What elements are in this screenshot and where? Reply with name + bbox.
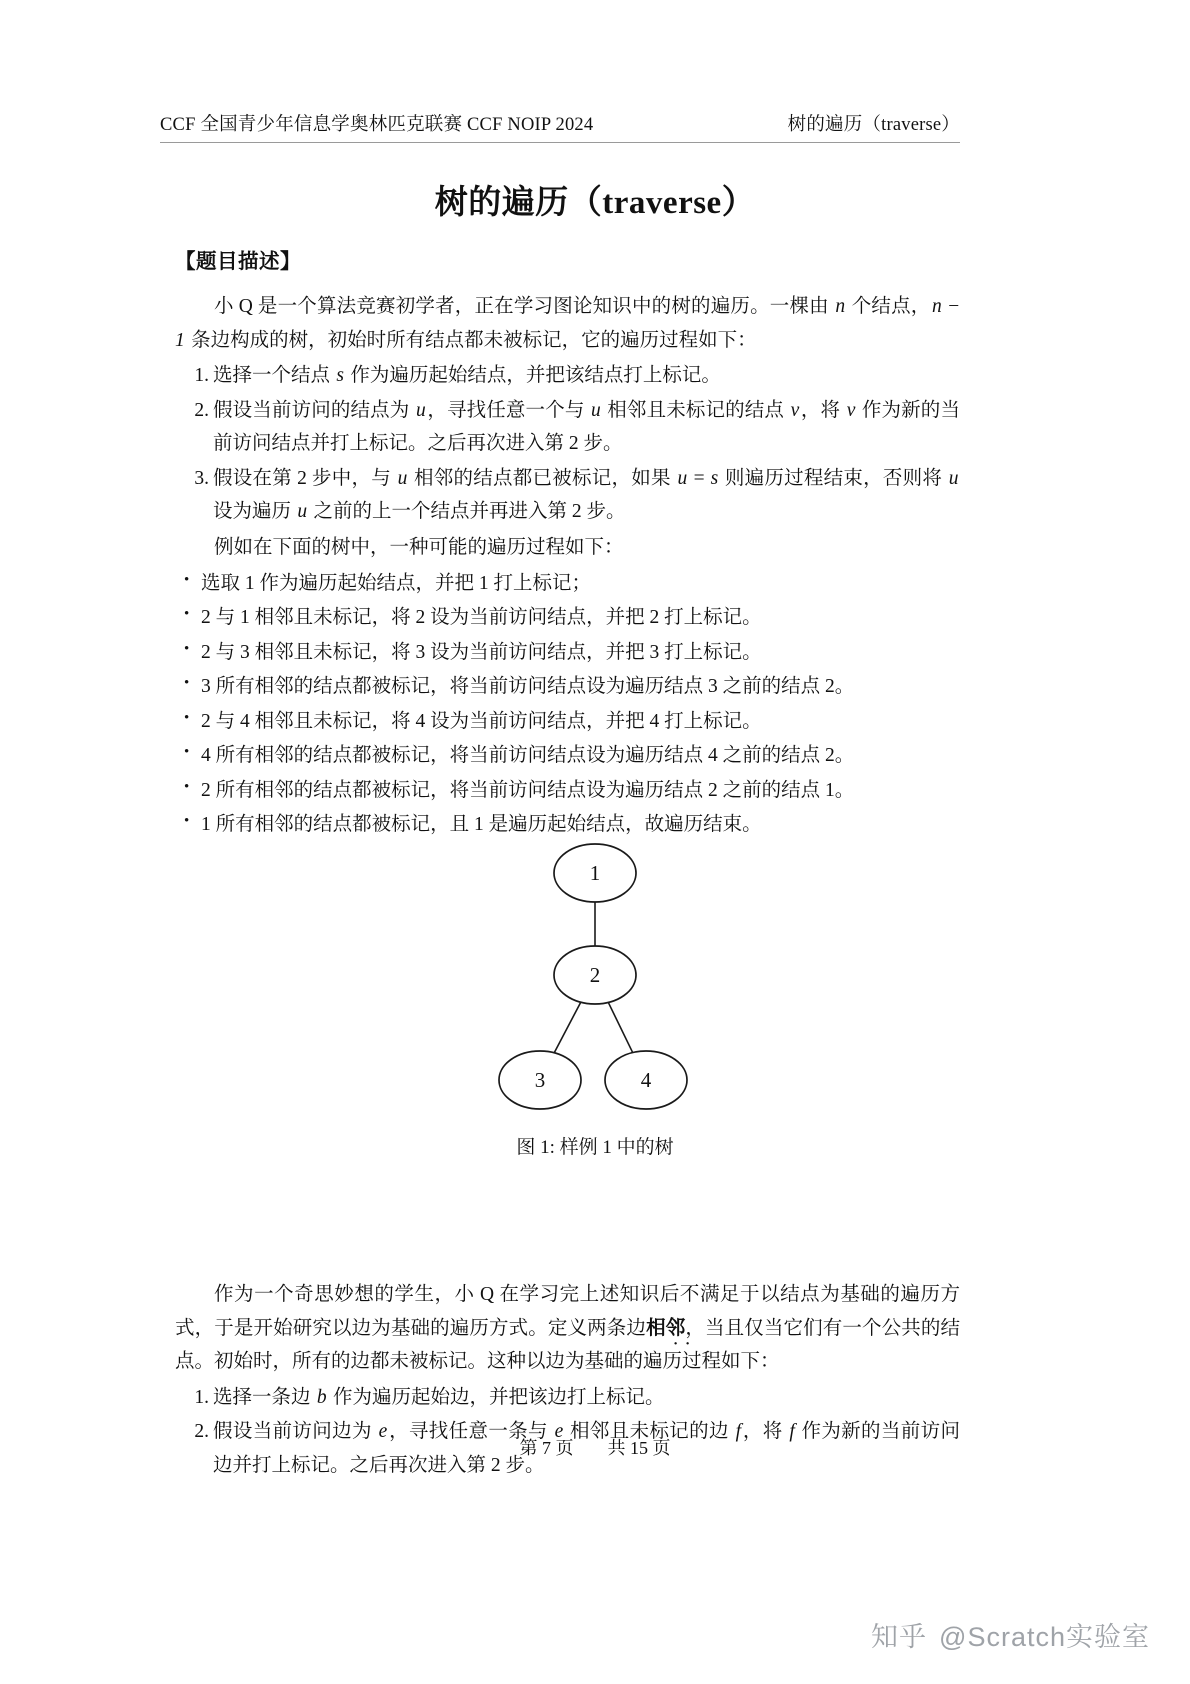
list-item [175, 636, 960, 670]
var-e: e [554, 1421, 564, 1443]
tree-node [554, 844, 636, 902]
var-u: u [591, 399, 601, 421]
tree-node-label: 1 [589, 861, 601, 885]
bullet-dot-icon: • [184, 744, 190, 761]
step-text: 假设当前访问的结点为 [213, 399, 415, 421]
edge-intro-paragraph [175, 1278, 960, 1379]
step-text: 相邻且未标记的边 [564, 1421, 735, 1443]
list-item [175, 601, 960, 635]
bullet-dot-icon: • [184, 675, 190, 692]
content-upper [175, 245, 960, 844]
watermark-site: 知乎 [871, 1622, 928, 1652]
running-header [160, 110, 960, 136]
step-text: 则遍历过程结束，否则将 [719, 467, 948, 489]
intro-text-c: 条边构成的树，初始时所有结点都未被标记，它的遍历过程如下： [186, 329, 757, 351]
edge-traversal-steps [175, 1381, 960, 1483]
step-text: 假设当前访问边为 [213, 1421, 378, 1443]
example-traversal-bullets [175, 567, 960, 842]
tree-node [554, 946, 636, 1004]
step-text: 假设在第 2 步中，与 [213, 467, 397, 489]
bullet-text: 2 所有相邻的结点都被标记，将当前访问结点设为遍历结点 2 之前的结点 1。 [201, 779, 855, 801]
emphasized-term-adjacent: 相邻 ·· [646, 1318, 685, 1339]
step-text: ，寻找任意一条与 [388, 1421, 554, 1443]
var-u: u [297, 501, 308, 523]
bullet-dot-icon: • [184, 778, 190, 795]
intro-text-b: 个结点， [846, 296, 931, 318]
bullet-text: 2 与 1 相邻且未标记，将 2 设为当前访问结点，并把 2 打上标记。 [201, 607, 762, 629]
tree-node-label: 4 [640, 1068, 652, 1092]
edge-intro-text-b: ，当且仅当它们有一个公共的结点。初始时，所有的边都未被标记。这种以边为基础的遍历过程如下： [175, 1317, 960, 1373]
var-u: u [397, 467, 408, 489]
bullet-dot-icon: • [184, 813, 190, 830]
intro-paragraph [175, 290, 960, 357]
var-e: e [378, 1421, 388, 1443]
page-title: 树的遍历（traverse） [434, 185, 756, 221]
intro-text-a: 小 Q 是一个算法竞赛初学者，正在学习图论知识中的树的遍历。一棵由 [214, 296, 834, 318]
step-text: 作为遍历起始边，并把该边打上标记。 [328, 1386, 665, 1408]
var-n-minus-1: n − 1 [175, 296, 960, 351]
bullet-dot-icon: • [184, 606, 190, 623]
bullet-dot-icon: • [184, 709, 190, 726]
var-u: u [948, 467, 959, 489]
step-text: ，将 [742, 1421, 788, 1443]
tree-edge [554, 1002, 581, 1053]
bullet-text: 3 所有相邻的结点都被标记，将当前访问结点设为遍历结点 3 之前的结点 2。 [201, 676, 855, 698]
step-text: ，将 [800, 399, 846, 421]
list-item [175, 462, 960, 529]
example-lead-paragraph: 例如在下面的树中，一种可能的遍历过程如下： [214, 536, 624, 558]
bullet-text: 1 所有相邻的结点都被标记，且 1 是遍历起始结点，故遍历结束。 [201, 814, 762, 836]
var-v: v [846, 399, 856, 421]
list-item [175, 567, 960, 601]
step-text: 设为遍历 [213, 501, 296, 523]
step-text: 作为遍历起始结点，并把该结点打上标记。 [345, 365, 721, 387]
var-s: s [336, 365, 344, 387]
step-text: 相邻且未标记的结点 [602, 399, 790, 421]
step-text: 作为新的当前访问边并打上标记。之后再次进入第 2 步。 [213, 1421, 960, 1476]
step-text: ，寻找任意一个与 [427, 399, 590, 421]
list-item [175, 670, 960, 704]
step-text: 作为新的当前访问结点并打上标记。之后再次进入第 2 步。 [213, 399, 960, 455]
list-marker: 1. [194, 1386, 209, 1408]
step-text: 之前的上一个结点并再进入第 2 步。 [308, 501, 626, 523]
header-rule [160, 142, 960, 143]
bullet-dot-icon: • [184, 571, 190, 588]
step-text: 相邻的结点都已被标记，如果 [408, 467, 676, 489]
list-marker: 2. [194, 1421, 209, 1443]
edge-intro-text-a: 作为一个奇思妙想的学生，小 Q 在学习完上述知识后不满足于以结点为基础的遍历方式，于是开始研究以边为基础的遍历方式。定义两条边 [175, 1284, 960, 1339]
footer-current-page: 第 7 页 [519, 1438, 574, 1458]
step-text: 选择一条边 [213, 1386, 316, 1408]
bullet-dot-icon: • [184, 640, 190, 657]
list-item [175, 705, 960, 739]
var-u-equals-s: u = s [677, 467, 719, 489]
list-marker: 2. [194, 399, 209, 421]
watermark [871, 1615, 1150, 1654]
var-b: b [316, 1386, 327, 1408]
step-text: 选择一个结点 [213, 365, 335, 387]
tree-node [499, 1051, 581, 1109]
list-marker: 1. [194, 365, 209, 387]
var-f: f [789, 1421, 795, 1443]
var-u: u [415, 399, 426, 421]
footer-total-pages: 共 15 页 [607, 1438, 671, 1458]
section-heading-problem-description: 【题目描述】 [175, 251, 301, 273]
list-item [175, 739, 960, 773]
var-v: v [790, 399, 800, 421]
list-item [175, 394, 960, 461]
bullet-text: 2 与 4 相邻且未标记，将 4 设为当前访问结点，并把 4 打上标记。 [201, 710, 762, 732]
tree-node-label: 3 [534, 1068, 546, 1092]
node-traversal-steps [175, 359, 960, 529]
page-footer [0, 1434, 1190, 1460]
var-f: f [735, 1421, 742, 1443]
figure-sample-tree [0, 836, 1190, 1159]
bullet-text: 2 与 3 相邻且未标记，将 3 设为当前访问结点，并把 3 打上标记。 [201, 641, 762, 663]
list-item [175, 359, 960, 393]
tree-node [605, 1051, 687, 1109]
bullet-text: 4 所有相邻的结点都被标记，将当前访问结点设为遍历结点 4 之前的结点 2。 [201, 745, 855, 767]
tree-edge [608, 1002, 632, 1052]
tree-node-label: 2 [589, 963, 601, 987]
tree-diagram [425, 836, 765, 1126]
list-item [175, 774, 960, 808]
header-left-text: CCF 全国青少年信息学奥林匹克联赛 CCF NOIP 2024 [160, 115, 594, 135]
list-item [175, 1381, 960, 1415]
figure-caption: 图 1: 样例 1 中的树 [516, 1137, 674, 1158]
list-marker: 3. [194, 467, 209, 489]
header-right-text: 树的遍历（traverse） [787, 115, 960, 135]
var-n: n [835, 296, 846, 318]
watermark-handle: @Scratch实验室 [939, 1622, 1150, 1652]
bullet-text: 选取 1 作为遍历起始结点，并把 1 打上标记； [201, 572, 592, 594]
